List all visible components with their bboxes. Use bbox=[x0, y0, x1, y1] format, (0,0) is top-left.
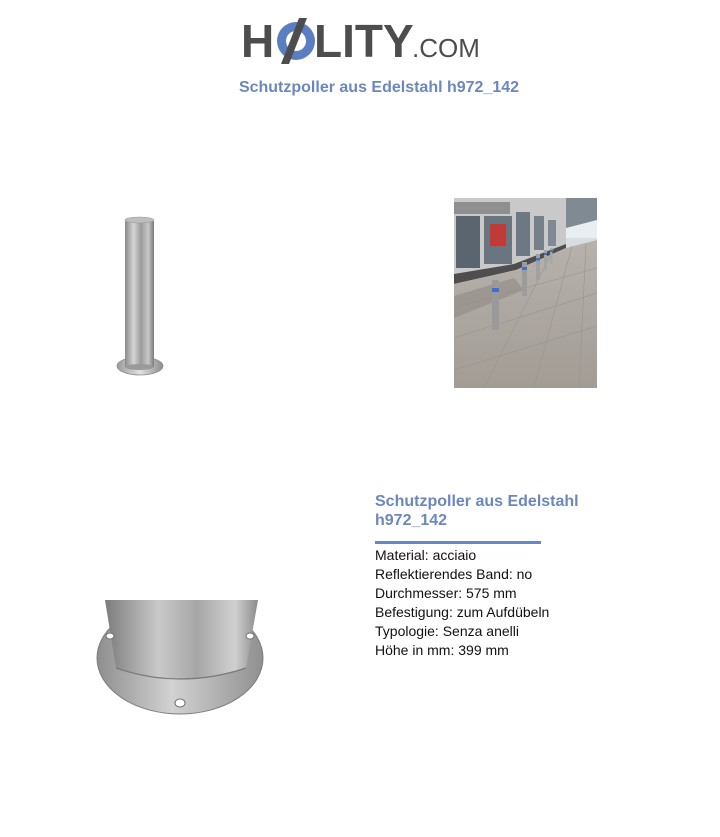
spec-divider bbox=[375, 541, 541, 544]
spec-title-line-1: Schutzpoller aus Edelstahl bbox=[375, 493, 579, 510]
spec-item-reflective-band: Reflektierendes Band: no bbox=[375, 566, 533, 582]
spec-item-material: Material: acciaio bbox=[375, 547, 477, 563]
logo-letters-lity: LITY bbox=[314, 15, 414, 67]
product-photo-base-detail bbox=[94, 598, 266, 720]
page-title: Schutzpoller aus Edelstahl h972_142 bbox=[238, 79, 520, 96]
holity-logo bbox=[241, 12, 481, 68]
spec-item-mounting: Befestigung: zum Aufdübeln bbox=[375, 604, 550, 620]
product-photo-bollard bbox=[110, 210, 170, 380]
spec-title-line-2: h972_142 bbox=[375, 512, 448, 529]
spec-item-typology: Typologie: Senza anelli bbox=[375, 623, 519, 639]
spec-title bbox=[375, 492, 605, 530]
spec-list bbox=[375, 546, 549, 660]
spec-item-diameter: Durchmesser: 575 mm bbox=[375, 585, 517, 601]
logo-suffix: .COM bbox=[412, 33, 480, 63]
logo-o-mark bbox=[277, 18, 315, 64]
product-photo-street-scene bbox=[454, 198, 597, 388]
logo-letter-h: H bbox=[241, 15, 275, 67]
spec-item-height: Höhe in mm: 399 mm bbox=[375, 642, 509, 658]
